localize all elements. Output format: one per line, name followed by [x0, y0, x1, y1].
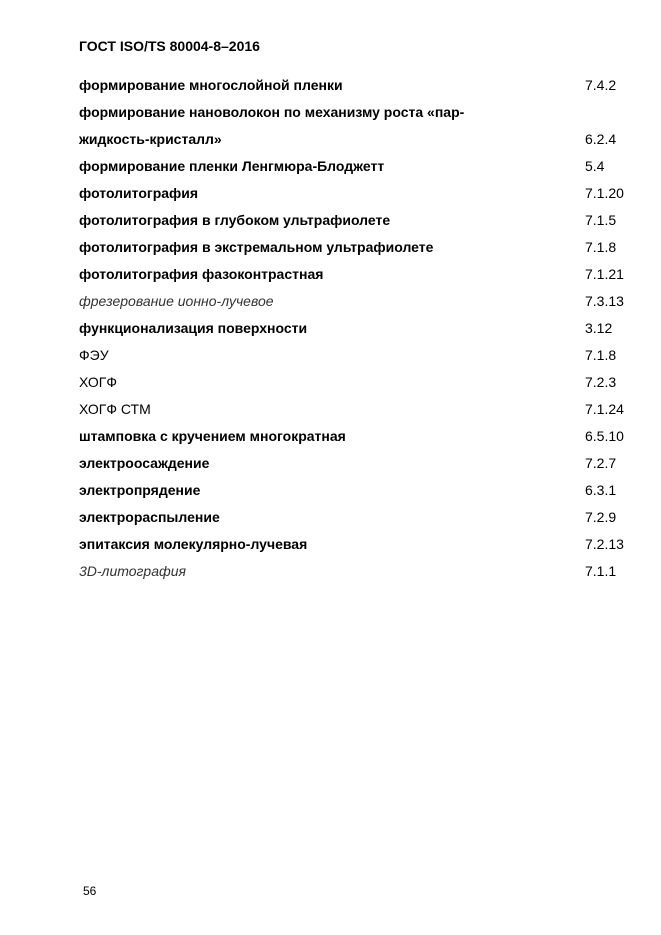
index-term: электрораспыление: [79, 509, 220, 525]
index-term: функционализация поверхности: [79, 320, 308, 336]
index-entry: [79, 558, 631, 585]
index-entry: [79, 72, 631, 99]
index-term: фотолитография: [79, 185, 199, 201]
index-term: ХОГФ СТМ: [79, 401, 151, 417]
index-term: формирование нановолокон по механизму роста «пар-: [79, 104, 465, 120]
index-entry: [79, 396, 631, 423]
index-ref: 3.12: [585, 320, 613, 336]
index-ref: 7.1.21: [585, 266, 624, 282]
index-term: фрезерование ионно-лучевое: [79, 293, 274, 309]
index-ref: 7.1.1: [585, 563, 617, 579]
index-ref: 7.1.20: [585, 185, 624, 201]
index-ref: 5.4: [585, 158, 605, 174]
index-term: формирование пленки Ленгмюра-Блоджетт: [79, 158, 385, 174]
index-entry: [79, 180, 631, 207]
document-header: ГОСТ ISO/TS 80004-8–2016: [79, 38, 260, 54]
index-ref: 7.2.9: [585, 509, 617, 525]
page-number: 56: [83, 884, 97, 898]
index-ref: 7.1.24: [585, 401, 624, 417]
index-term-continuation: жидкость-кристалл»: [79, 131, 222, 147]
index-term: фотолитография в экстремальном ультрафиолете: [79, 239, 434, 255]
index-term: фотолитография фазоконтрастная: [79, 266, 324, 282]
index-ref: 7.1.8: [585, 239, 617, 255]
index-ref: 7.2.3: [585, 374, 617, 390]
index-entry: [79, 504, 631, 531]
index-entry: [79, 261, 631, 288]
index-entry: [79, 423, 631, 450]
index-term: эпитаксия молекулярно-лучевая: [79, 536, 308, 552]
index-entry: [79, 315, 631, 342]
index-term: ХОГФ: [79, 374, 117, 390]
index-entry: [79, 342, 631, 369]
index-ref: 7.2.13: [585, 536, 624, 552]
index-entry: [79, 288, 631, 315]
term-index: [79, 72, 631, 585]
index-entry: [79, 207, 631, 234]
index-ref: 6.5.10: [585, 428, 624, 444]
index-term: электроосаждение: [79, 455, 210, 471]
index-term: электропрядение: [79, 482, 201, 498]
index-ref: 7.2.7: [585, 455, 617, 471]
index-ref: 7.3.13: [585, 293, 624, 309]
index-ref: 7.4.2: [585, 77, 617, 93]
index-ref: 6.3.1: [585, 482, 617, 498]
index-entry: [79, 477, 631, 504]
index-term: фотолитография в глубоком ультрафиолете: [79, 212, 391, 228]
index-ref: 7.1.5: [585, 212, 617, 228]
index-entry: [79, 369, 631, 396]
index-entry: [79, 531, 631, 558]
index-term: 3D-литография: [79, 563, 186, 579]
index-entry: [79, 99, 631, 153]
index-ref: 6.2.4: [585, 131, 617, 147]
index-term: ФЭУ: [79, 347, 109, 363]
index-ref: 7.1.8: [585, 347, 617, 363]
index-term: формирование многослойной пленки: [79, 77, 343, 93]
index-entry: [79, 450, 631, 477]
index-entry: [79, 234, 631, 261]
index-term: штамповка с кручением многократная: [79, 428, 346, 444]
index-entry: [79, 153, 631, 180]
